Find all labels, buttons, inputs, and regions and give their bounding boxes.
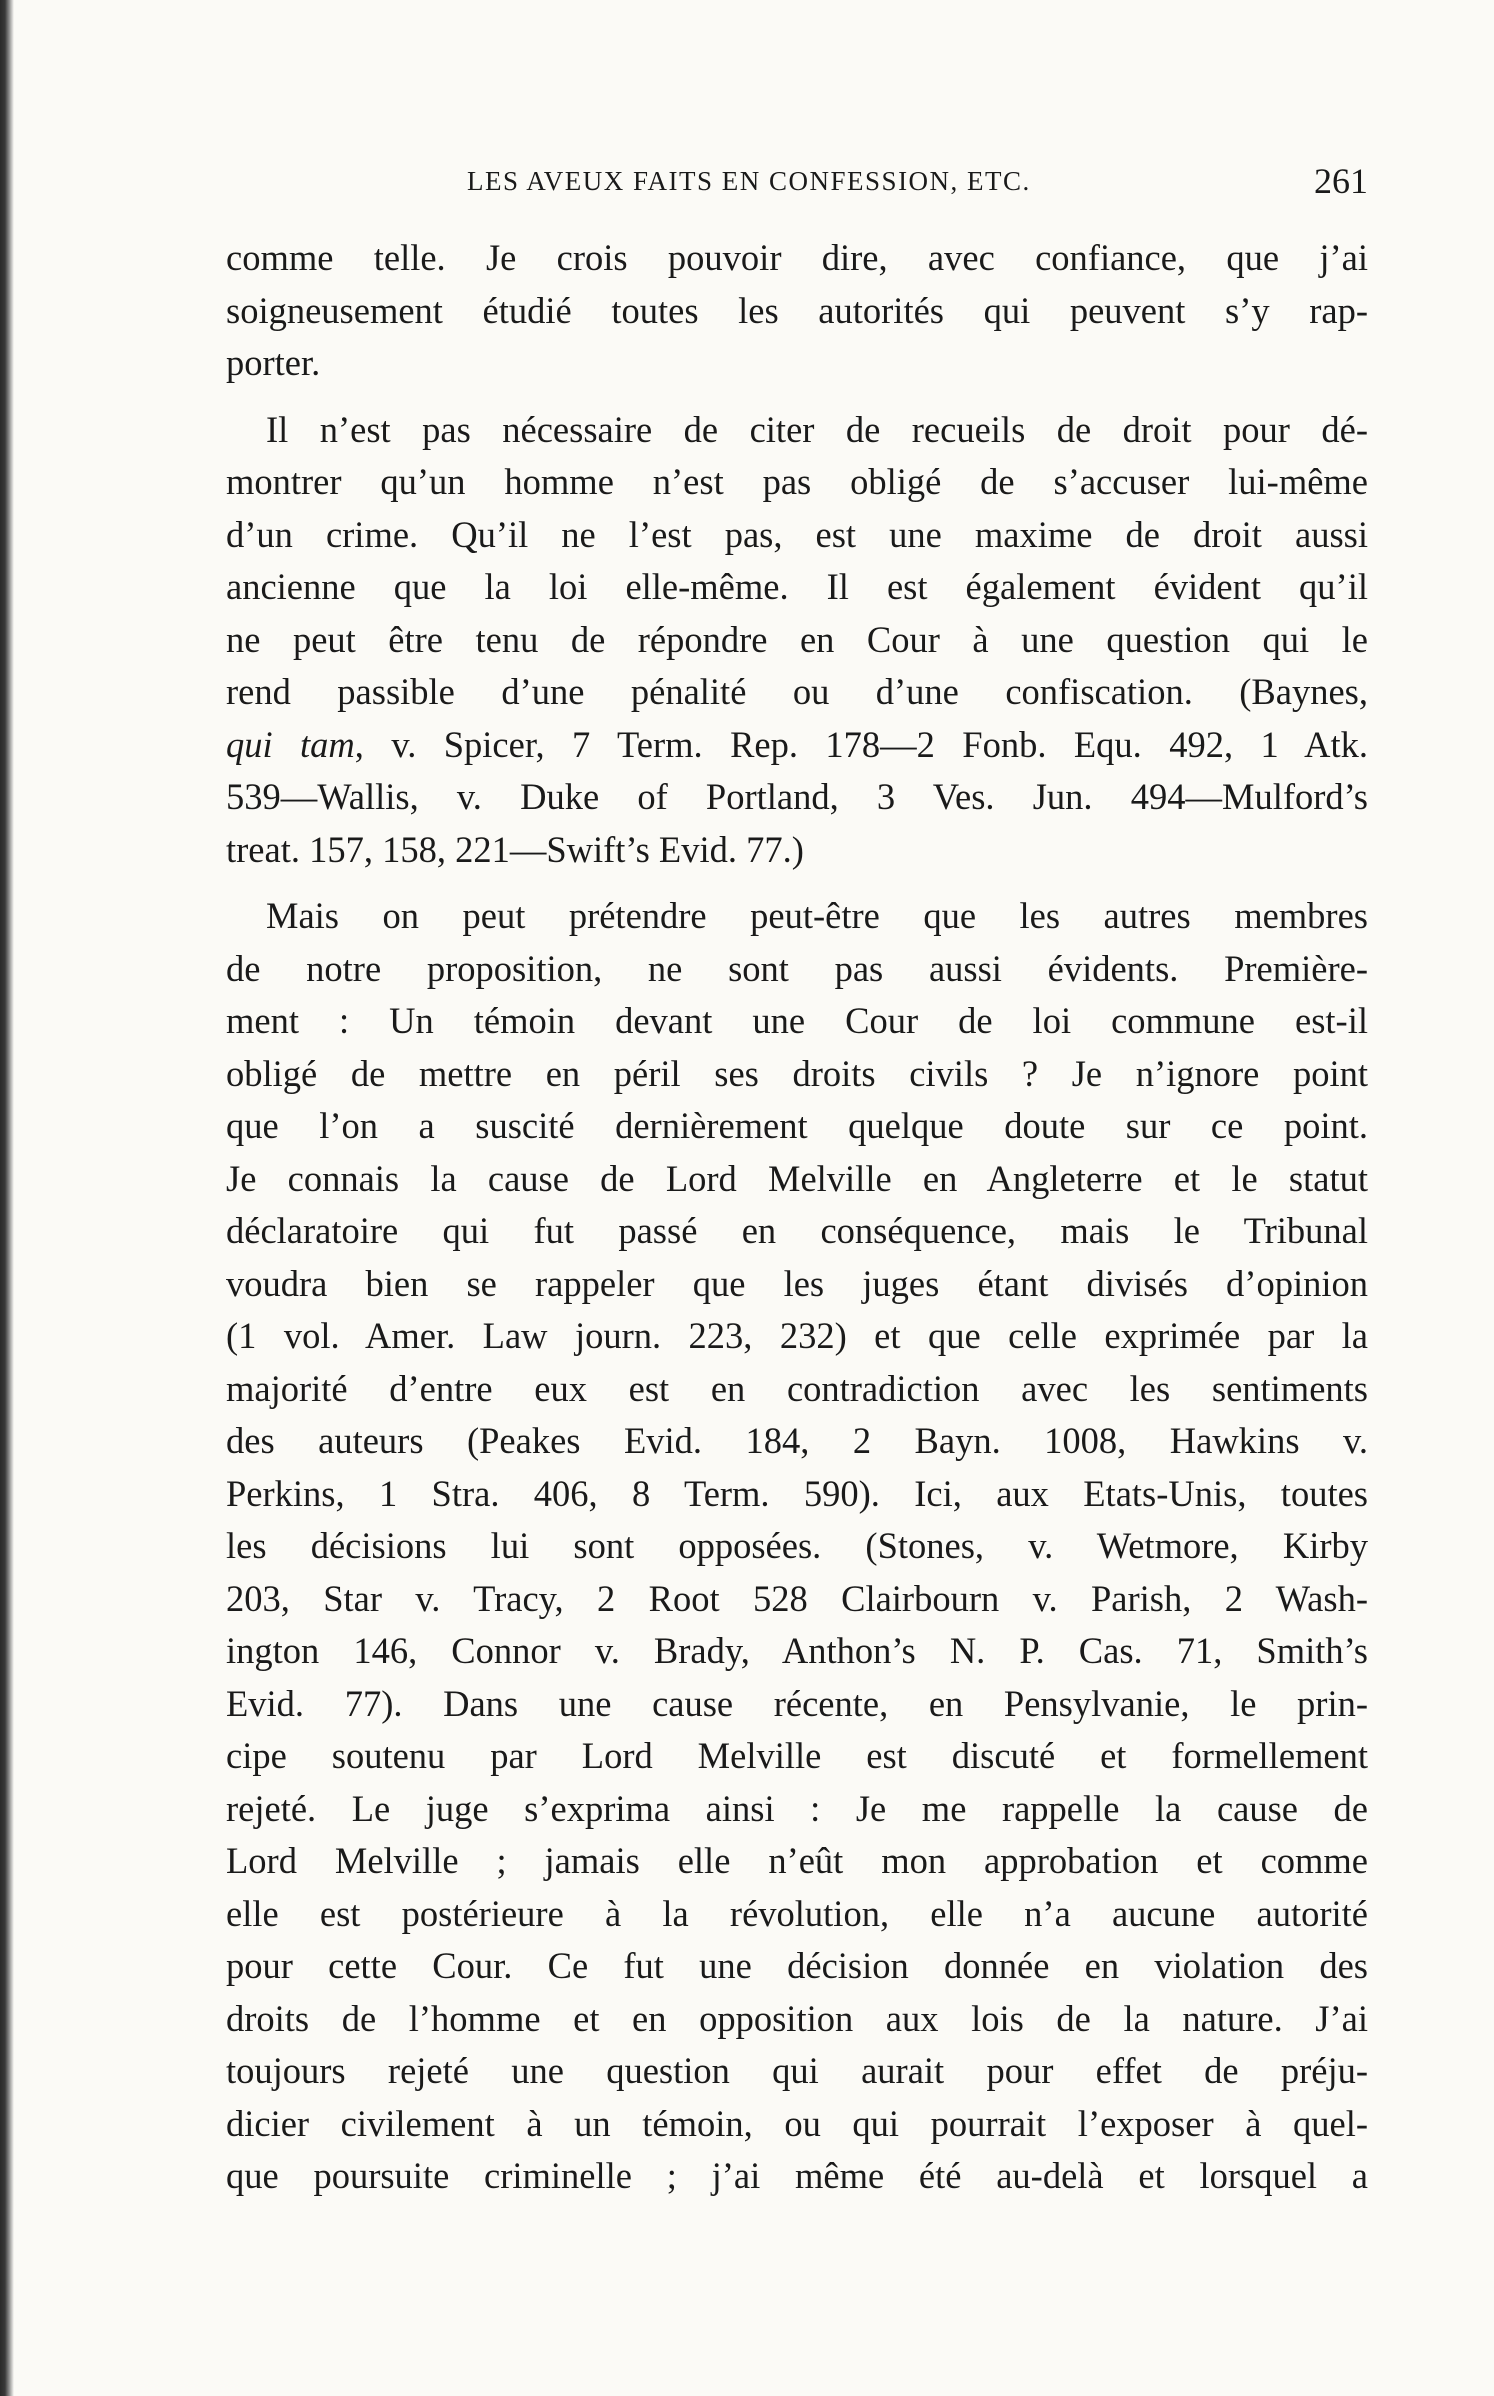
text-line: d’un crime. Qu’il ne l’est pas, est une maxime de droit aussi bbox=[226, 513, 1368, 555]
text-line: (1 vol. Amer. Law journ. 223, 232) et que celle exprimée par la bbox=[226, 1315, 1368, 1356]
text-line: montrer qu’un homme n’est pas obligé de s’accuser lui-même bbox=[226, 461, 1368, 502]
text-line: ington 146, Connor v. Brady, Anthon’s N. P. Cas. 71, Smith’s bbox=[226, 1630, 1368, 1671]
text-line: ment : Un témoin devant une Cour de loi commune est-il bbox=[226, 1000, 1368, 1041]
book-spine-edge bbox=[0, 0, 14, 2396]
text-line: droits de l’homme et en opposition aux lois de la nature. J’ai bbox=[226, 1997, 1368, 2039]
text-line: que l’on a suscité dernièrement quelque doute sur ce point. bbox=[226, 1105, 1368, 1146]
text-line: cipe soutenu par Lord Melville est discuté et formellement bbox=[226, 1735, 1368, 1776]
text-line: Mais on peut prétendre peut-être que les autres membres bbox=[266, 895, 1368, 936]
text-line: pour cette Cour. Ce fut une décision donnée en violation des bbox=[226, 1945, 1368, 1986]
text-line: rejeté. Le juge s’exprima ainsi : Je me rappelle la cause de bbox=[226, 1787, 1368, 1829]
text-line: voudra bien se rappeler que les juges étant divisés d’opinion bbox=[226, 1262, 1368, 1304]
text-line: comme telle. Je crois pouvoir dire, avec confiance, que j’ai bbox=[226, 237, 1368, 278]
page-number: 261 bbox=[1314, 161, 1368, 201]
text-line: Perkins, 1 Stra. 406, 8 Term. 590). Ici, aux Etats-Unis, toutes bbox=[226, 1472, 1368, 1514]
text-line: les décisions lui sont opposées. (Stones, v. Wetmore, Kirby bbox=[226, 1525, 1368, 1566]
text-line: treat. 157, 158, 221—Swift’s Evid. 77.) bbox=[226, 828, 804, 870]
text-line: porter. bbox=[226, 342, 321, 383]
text-line: que poursuite criminelle ; j’ai même été au-delà et lorsquel a bbox=[226, 2155, 1368, 2196]
text-line: elle est postérieure à la révolution, elle n’a aucune autorité bbox=[226, 1892, 1368, 1934]
text-line: 539—Wallis, v. Duke of Portland, 3 Ves. Jun. 494—Mulford’s bbox=[226, 776, 1368, 817]
text-line: qui tam, v. Spicer, 7 Term. Rep. 178—2 Fonb. Equ. 492, 1 Atk. bbox=[226, 723, 1368, 765]
text-line: rend passible d’une pénalité ou d’une confiscation. (Baynes, bbox=[226, 671, 1368, 712]
text-line: majorité d’entre eux est en contradiction avec les sentiments bbox=[226, 1367, 1368, 1409]
text-line: ne peut être tenu de répondre en Cour à une question qui le bbox=[226, 618, 1368, 660]
text-line: ancienne que la loi elle-même. Il est également évident qu’il bbox=[226, 566, 1368, 607]
page-header bbox=[232, 160, 1368, 210]
text-line: 203, Star v. Tracy, 2 Root 528 Clairbourn v. Parish, 2 Wash- bbox=[226, 1577, 1368, 1619]
text-line: soigneusement étudié toutes les autorités qui peuvent s’y rap- bbox=[226, 289, 1368, 331]
text-line: Lord Melville ; jamais elle n’eût mon approbation et comme bbox=[226, 1840, 1368, 1881]
text-line: toujours rejeté une question qui aurait pour effet de préju- bbox=[226, 2050, 1368, 2091]
text-line: Il n’est pas nécessaire de citer de recueils de droit pour dé- bbox=[266, 408, 1368, 450]
text-line: obligé de mettre en péril ses droits civils ? Je n’ignore point bbox=[226, 1052, 1368, 1094]
text-line: dicier civilement à un témoin, ou qui pourrait l’exposer à quel- bbox=[226, 2102, 1368, 2144]
text-line: Evid. 77). Dans une cause récente, en Pensylvanie, le prin- bbox=[226, 1682, 1368, 1724]
text-line: Je connais la cause de Lord Melville en Angleterre et le statut bbox=[226, 1157, 1368, 1199]
paragraph bbox=[226, 232, 1368, 390]
body-text bbox=[226, 232, 1368, 2203]
text-line: de notre proposition, ne sont pas aussi évidents. Première- bbox=[226, 947, 1368, 989]
text-line: des auteurs (Peakes Evid. 184, 2 Bayn. 1008, Hawkins v. bbox=[226, 1420, 1368, 1461]
running-title: LES AVEUX FAITS EN CONFESSION, ETC. bbox=[467, 166, 1031, 196]
paragraph bbox=[226, 404, 1368, 877]
text-line: déclaratoire qui fut passé en conséquence, mais le Tribunal bbox=[226, 1210, 1368, 1251]
paragraph bbox=[226, 890, 1368, 2203]
